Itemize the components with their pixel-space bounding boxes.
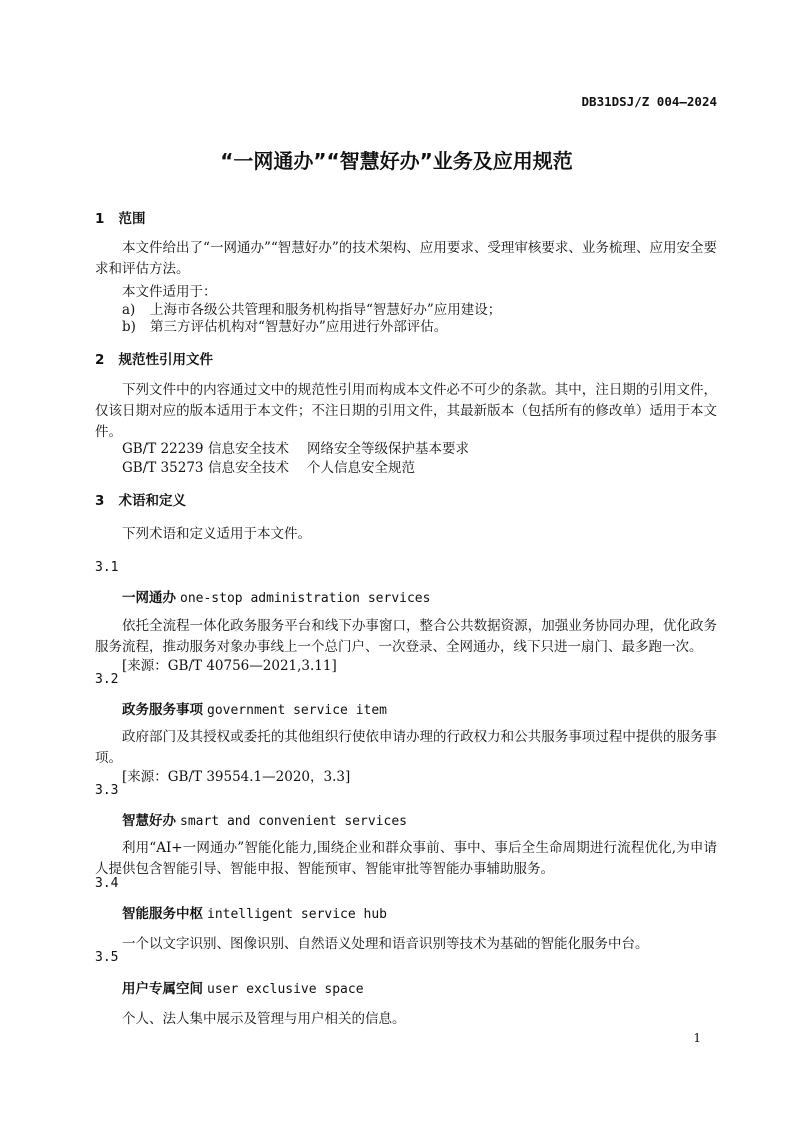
list-item-text: 第三方评估机构对“智慧好办”应用进行外部评估。	[150, 319, 448, 335]
list-item	[122, 315, 447, 335]
document-number: DB31DSJ/Z 004—2024	[581, 94, 717, 109]
term-heading	[122, 977, 364, 998]
page-title: “一网通办”“智慧好办”业务及应用规范	[220, 149, 573, 173]
reference-title-part-1: 信息安全技术	[208, 460, 289, 476]
term-number: 3.1	[95, 560, 119, 575]
term-definition: 个人、法人集中展示及管理与用户相关的信息。	[122, 1011, 406, 1027]
section-1-paragraph-2: 本文件适用于：	[122, 284, 217, 300]
term-chinese-name: 智慧好办	[122, 813, 176, 829]
section-1-heading	[95, 207, 146, 227]
reference-code: GB/T 35273	[122, 460, 204, 476]
term-definition: 依托全流程一体化政务服务平台和线下办事窗口，整合公共数据资源，加强业务协同办理，优化政务服务流程，推动服务对象办事线上一个总门户、一次登录、全网通办，线下只进一扇门、最多跑一次。	[95, 618, 717, 655]
term-english-name: one-stop administration services	[180, 591, 431, 606]
term-definition: 一个以文字识别、图像识别、自然语义处理和语音识别等技术为基础的智能化服务中台。	[122, 936, 649, 952]
section-title: 范围	[118, 211, 146, 227]
term-number: 3.4	[95, 876, 119, 891]
section-3-heading	[95, 489, 186, 509]
term-english-name: government service item	[207, 703, 388, 718]
reference-item	[122, 456, 415, 476]
list-item-text: 上海市各级公共管理和服务机构指导“智慧好办”应用建设；	[150, 302, 502, 318]
reference-title-part-1: 信息安全技术	[208, 441, 289, 457]
term-definition: 利用“AI+一网通办”智能化能力,围绕企业和群众事前、事中、事后全生命周期进行流程优化,为申请人提供包含智能引导、智能申报、智能预审、智能审批等智能办事辅助服务。	[95, 840, 717, 877]
reference-title-part-2: 网络安全等级保护基本要求	[307, 441, 469, 457]
list-marker: b)	[122, 319, 136, 335]
term-number: 3.5	[95, 950, 119, 965]
term-heading	[122, 902, 387, 923]
term-english-name: intelligent service hub	[207, 907, 388, 922]
term-heading	[122, 809, 407, 830]
list-marker: a)	[122, 302, 136, 318]
term-english-name: user exclusive space	[207, 982, 364, 997]
section-title: 术语和定义	[118, 493, 187, 509]
term-source: [来源：GB/T 39554.1—2020，3.3]	[122, 769, 351, 785]
term-heading	[122, 586, 430, 607]
section-number: 2	[95, 352, 105, 368]
term-chinese-name: 政务服务事项	[122, 702, 203, 718]
term-definition: 政府部门及其授权或委托的其他组织行使依申请办理的行政权力和公共服务事项过程中提供的服务事项。	[95, 729, 717, 766]
term-source: [来源：GB/T 40756—2021,3.11]	[122, 658, 337, 674]
section-number: 1	[95, 211, 105, 227]
reference-title-part-2: 个人信息安全规范	[307, 460, 415, 476]
term-chinese-name: 智能服务中枢	[122, 906, 203, 922]
section-number: 3	[95, 493, 105, 509]
section-2-paragraph-1: 下列文件中的内容通过文中的规范性引用而构成本文件必不可少的条款。其中，注日期的引用文件，仅该日期对应的版本适用于本文件；不注日期的引用文件，其最新版本（包括所有的修改单）适用于本文件。	[95, 382, 717, 440]
reference-item	[122, 437, 469, 457]
term-chinese-name: 用户专属空间	[122, 981, 203, 997]
term-chinese-name: 一网通办	[122, 590, 176, 606]
section-3-paragraph-1: 下列术语和定义适用于本文件。	[122, 526, 311, 542]
reference-code: GB/T 22239	[122, 441, 204, 457]
section-title: 规范性引用文件	[118, 352, 214, 368]
term-number: 3.3	[95, 783, 119, 798]
section-2-heading	[95, 348, 213, 368]
section-1-paragraph-1: 本文件给出了“一网通办”“智慧好办”的技术架构、应用要求、受理审核要求、业务梳理、应用安全要求和评估方法。	[95, 240, 717, 277]
term-number: 3.2	[95, 672, 119, 687]
term-heading	[122, 698, 387, 719]
page-number: 1	[693, 1031, 701, 1045]
term-english-name: smart and convenient services	[180, 814, 407, 829]
